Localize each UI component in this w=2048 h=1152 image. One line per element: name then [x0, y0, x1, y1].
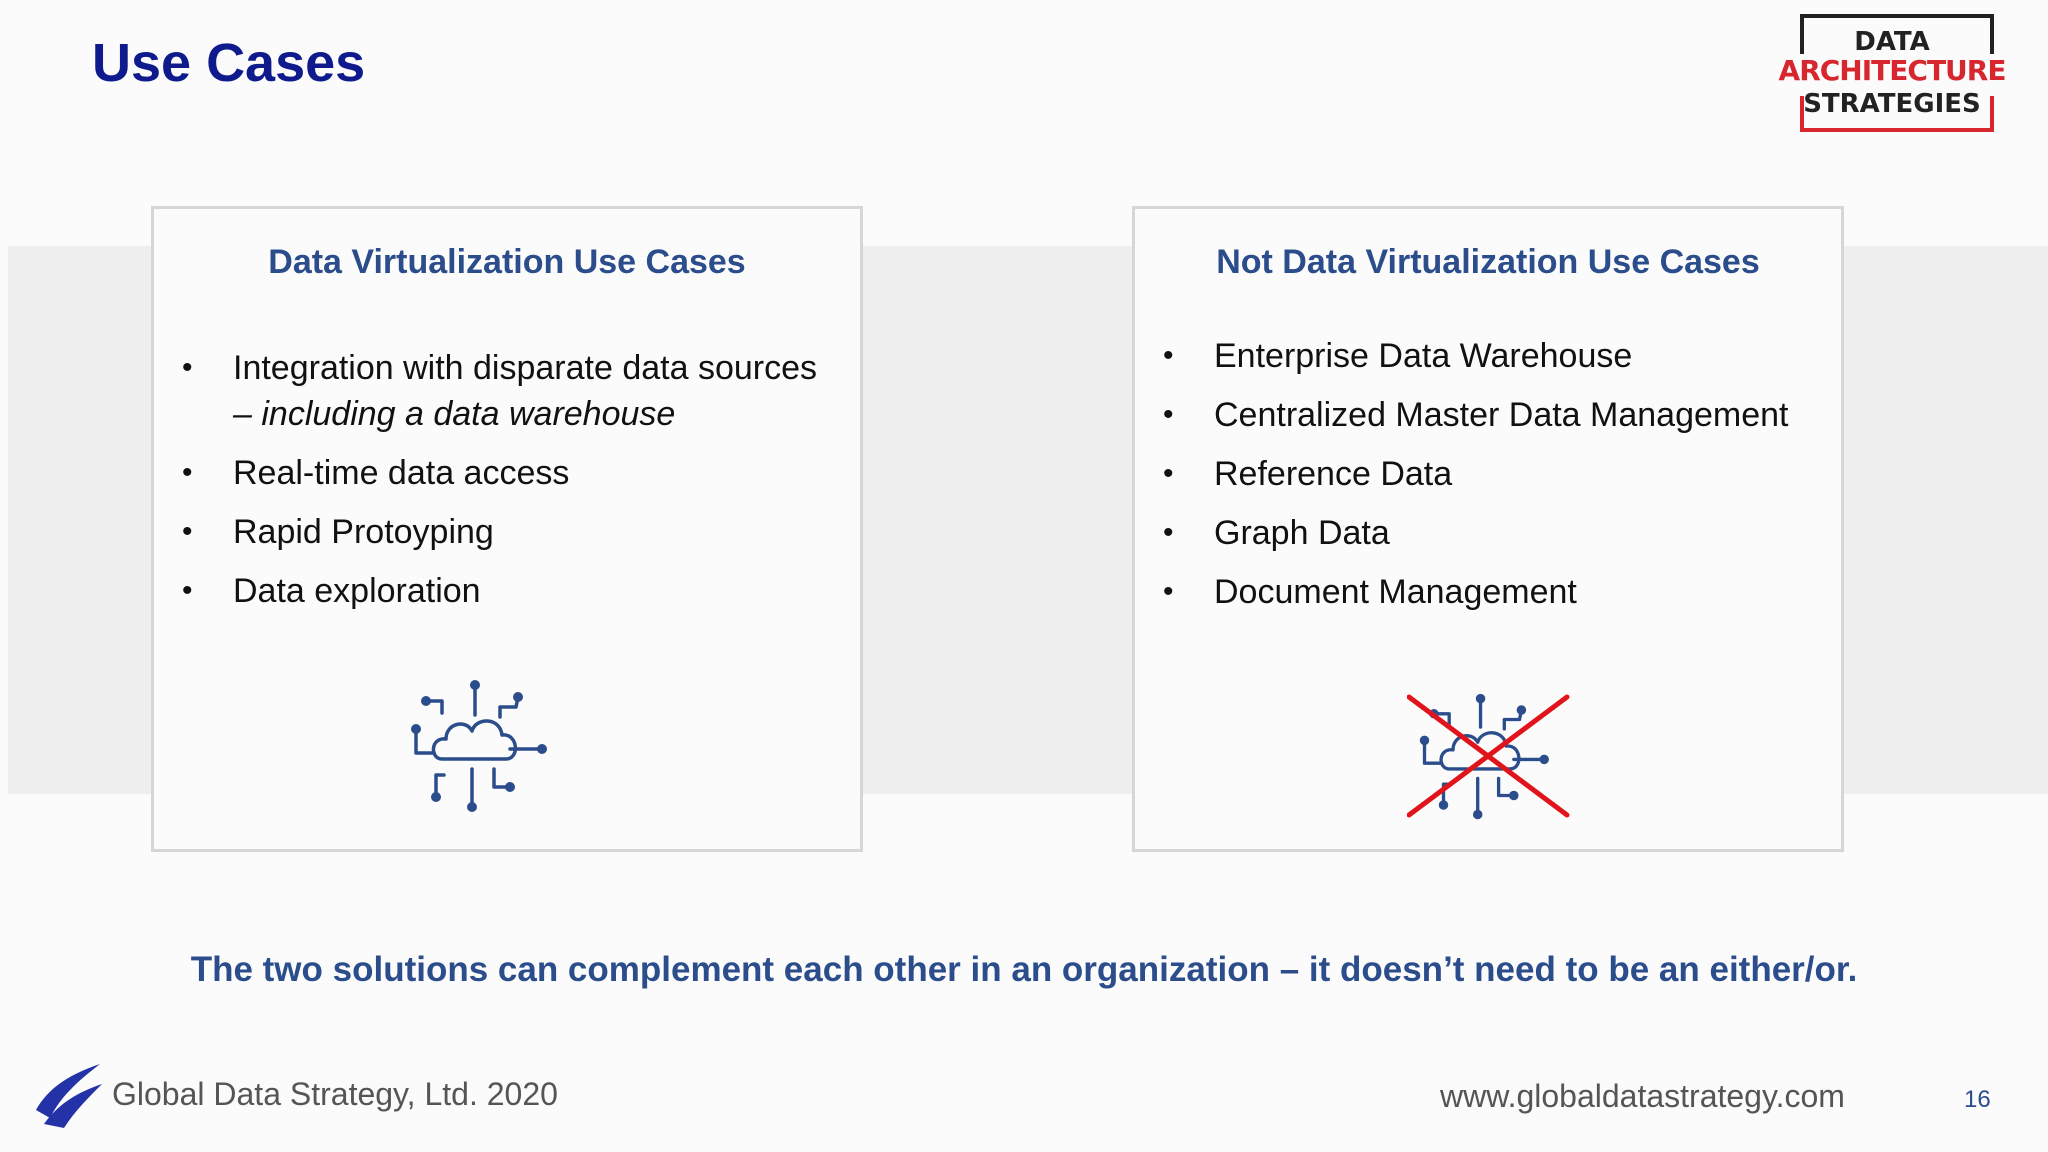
- list-item: [1163, 451, 1831, 497]
- list-item-text: Graph Data: [1214, 514, 1390, 552]
- list-item-text: Reference Data: [1214, 455, 1453, 493]
- list-item-text: Integration with disparate data sources: [233, 349, 818, 387]
- page-number: 16: [1964, 1086, 1991, 1113]
- brand-logo: [1762, 14, 2022, 132]
- not-dv-use-cases-title: Not Data Virtualization Use Cases: [1216, 243, 1760, 281]
- list-item: [182, 509, 850, 555]
- list-item: [182, 568, 850, 614]
- footer-company: Global Data Strategy, Ltd. 2020: [112, 1076, 558, 1112]
- list-item: [1163, 510, 1831, 556]
- list-item-text: Enterprise Data Warehouse: [1214, 337, 1633, 375]
- dv-use-cases-list: [182, 345, 850, 627]
- logo-line-strategies: STRATEGIES: [1803, 89, 1981, 119]
- list-item: [182, 345, 850, 437]
- list-item: [1163, 392, 1831, 438]
- page-title: Use Cases: [92, 33, 366, 93]
- footer-url[interactable]: www.globaldatastrategy.com: [1440, 1078, 1845, 1114]
- list-item: [182, 450, 850, 496]
- list-item: [1163, 569, 1831, 615]
- dv-use-cases-title: Data Virtualization Use Cases: [268, 243, 746, 281]
- list-item-text: Data exploration: [233, 572, 481, 610]
- swoosh-logo-icon: [30, 1058, 106, 1130]
- list-item-text: Document Management: [1214, 573, 1577, 611]
- logo-line-data: DATA: [1854, 27, 1930, 57]
- list-item-text: Centralized Master Data Management: [1214, 396, 1789, 434]
- list-item-text: Real-time data access: [233, 454, 570, 492]
- list-item-text: Rapid Protoyping: [233, 513, 494, 551]
- crossed-cloud-network-icon: [1407, 687, 1577, 827]
- not-dv-use-cases-list: [1163, 333, 1831, 628]
- logo-line-architecture: ARCHITECTURE: [1778, 54, 2006, 87]
- cloud-network-icon: [406, 677, 556, 817]
- list-item-subtext: – including a data warehouse: [233, 395, 676, 433]
- conclusion-text: The two solutions can complement each other in an organization – it doesn’t need to be an either/or.: [190, 950, 1858, 989]
- dv-use-cases-card: [151, 206, 863, 852]
- list-item: [1163, 333, 1831, 379]
- not-dv-use-cases-card: [1132, 206, 1844, 852]
